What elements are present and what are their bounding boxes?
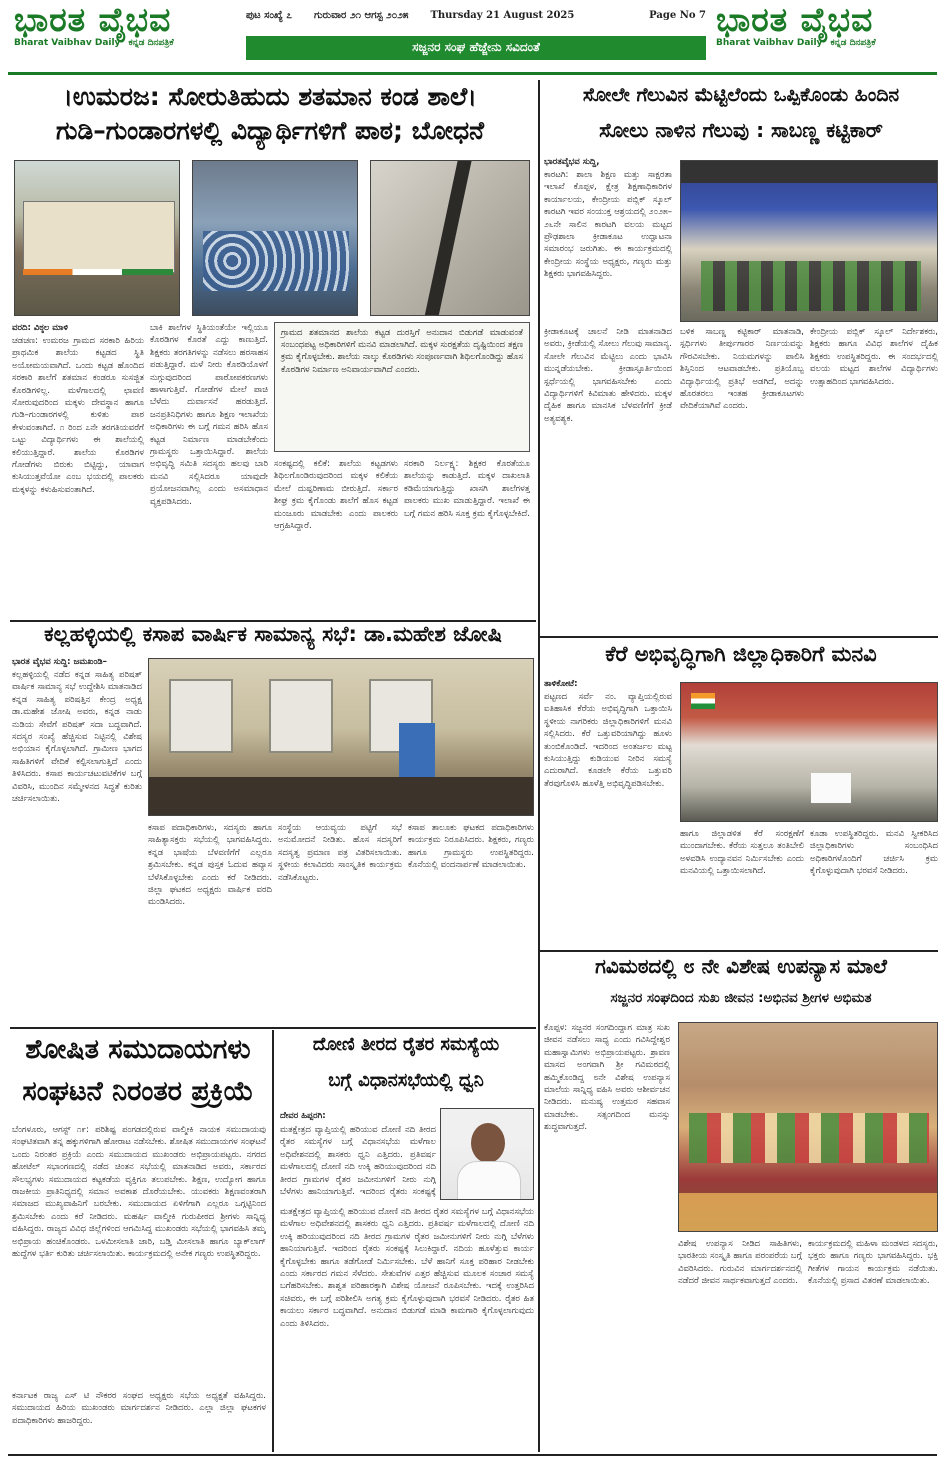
divider-a3-bottom	[10, 1027, 536, 1029]
article-2-body-col1: ಕಾರಟಗಿ: ಶಾಲಾ ಶಿಕ್ಷಣ ಮತ್ತು ಸಾಕ್ಷರತಾ ಇಲಾಖೆ ಕೊಪ್ಪಳ, ಕ್ಷೇತ್ರ ಶಿಕ್ಷಣಾಧಿಕಾರಿಗಳ ಕಾರ್ಯಾಲಯ, ಕೇಂದ್ರೀಯ ಪಬ್ಲಿಕ್ ಸ್ಕೂಲ್ ಕಾರಟಗಿ ಇವರ ಸಂಯುಕ್ತ ಆಶ್ರಯದಲ್ಲಿ ೨೦೨೫–೨೬ನೇ ಸಾಲಿನ ಕಾರಟಗಿ ವಲಯ ಮಟ್ಟದ ಪ್ರೌಢಶಾಲಾ ಕ್ರೀಡಾಕೂಟ ಉದ್ಘಾಟನಾ ಸಮಾರಂಭ ಜರುಗಿತು. ಈ ಕಾರ್ಯಕ್ರಮದಲ್ಲಿ ಕೇಂದ್ರೀಯ ಸಂಸ್ಥೆಯ ಅಧ್ಯಕ್ಷರು, ಗಣ್ಯರು ಮತ್ತು ಶಿಕ್ಷಕರು ಭಾಗವಹಿಸಿದ್ದರು.	[544, 170, 672, 280]
article-7-body-continued-text: ಮತಕ್ಷೇತ್ರದ ವ್ಯಾಪ್ತಿಯಲ್ಲಿ ಹರಿಯುವ ದೋಣಿ ನದಿ ತೀರದ ರೈತರ ಸಮಸ್ಯೆಗಳ ಬಗ್ಗೆ ವಿಧಾನಸಭೆಯ ಮಳೆಗಾಲ ಅಧಿವೇಶನದಲ್ಲಿ ಶಾಸಕರು ಧ್ವನಿ ಎತ್ತಿದರು. ಪ್ರತಿವರ್ಷ ಮಳೆಗಾಲದಲ್ಲಿ ದೋಣಿ ನದಿ ಉಕ್ಕಿ ಹರಿಯುವುದರಿಂದ ನದಿ ತೀರದ ಗ್ರಾಮಗಳ ರೈತರ ಜಮೀನುಗಳಿಗೆ ನೀರು ನುಗ್ಗಿ ಬೆಳೆಗಳು ಹಾನಿಯಾಗುತ್ತಿವೆ. ಇದರಿಂದ ರೈತರು ಸಂಕಷ್ಟಕ್ಕೆ ಸಿಲುಕಿದ್ದಾರೆ. ನದಿಯ ಹೂಳೆತ್ತುವ ಕಾರ್ಯ ಕೈಗೊಳ್ಳಬೇಕು ಹಾಗೂ ತಡೆಗೋಡೆ ನಿರ್ಮಿಸಬೇಕು. ಬೆಳೆ ಹಾನಿಗೆ ಸೂಕ್ತ ಪರಿಹಾರ ನೀಡಬೇಕು ಎಂದು ಸರ್ಕಾರದ ಗಮನ ಸೆಳೆದರು. ಸೇತುವೆಗಳ ಎತ್ತರ ಹೆಚ್ಚಿಸುವ ಮೂಲಕ ಸಂಚಾರ ಸಮಸ್ಯೆ ಬಗೆಹರಿಸಬೇಕು. ಶಾಶ್ವತ ಪರಿಹಾರಕ್ಕಾಗಿ ವಿಶೇಷ ಯೋಜನೆ ರೂಪಿಸಬೇಕು. ಇದಕ್ಕೆ ಉತ್ತರಿಸಿದ ಸಚಿವರು, ಈ ಬಗ್ಗೆ ಪರಿಶೀಲಿಸಿ ಅಗತ್ಯ ಕ್ರಮ ಕೈಗೊಳ್ಳುವುದಾಗಿ ಭರವಸೆ ನೀಡಿದರು. ರೈತರ ಹಿತ ಕಾಯಲು ಸರ್ಕಾರ ಬದ್ಧವಾಗಿದೆ. ಅನುದಾನ ಬಿಡುಗಡೆ ಮಾಡಿ ಕಾಮಗಾರಿ ಕೈಗೊಳ್ಳಲಾಗುವುದು ಎಂದು ತಿಳಿಸಿದರು.	[280, 1207, 534, 1329]
article-2-headline-line1: ಸೋಲೇ ಗೆಲುವಿನ ಮೆಟ್ಟಿಲೆಂದು ಒಪ್ಪಿಕೊಂಡು ಹಿಂದಿನ	[582, 84, 900, 106]
article-1-photo-school-building	[14, 160, 180, 316]
column-divider-bottom	[272, 1030, 274, 1452]
article-6-body-tail: ಕರ್ನಾಟಕ ರಾಜ್ಯ ಎಸ್ ಟಿ ನೌಕರರ ಸಂಘದ ಅಧ್ಯಕ್ಷರು ಸಭೆಯ ಅಧ್ಯಕ್ಷತೆ ವಹಿಸಿದ್ದರು. ಸಮುದಾಯದ ಹಿರಿಯ ಮುಖಂಡರು ಮಾರ್ಗದರ್ಶನ ನೀಡಿದರು. ಎಲ್ಲಾ ಜಿಲ್ಲಾ ಘಟಕಗಳ ಪದಾಧಿಕಾರಿಗಳು ಹಾಜರಿದ್ದರು.	[12, 1391, 266, 1426]
article-1-pullquote: ಗ್ರಾಮದ ಶತಮಾನದ ಶಾಲೆಯ ಕಟ್ಟಡ ದುರಸ್ತಿಗೆ ಅನುದಾನ ಬಿಡುಗಡೆ ಮಾಡುವಂತೆ ಸಂಬಂಧಪಟ್ಟ ಅಧಿಕಾರಿಗಳಿಗೆ ಮನವಿ ಮಾಡಲಾಗಿದೆ. ಮಕ್ಕಳ ಸುರಕ್ಷತೆಯ ದೃಷ್ಟಿಯಿಂದ ತಕ್ಷಣ ಕ್ರಮ ಕೈಗೊಳ್ಳಬೇಕು. ಶಾಲೆಯ ನಾಲ್ಕು ಕೊಠಡಿಗಳು ಸಂಪೂರ್ಣವಾಗಿ ಶಿಥಿಲಗೊಂಡಿದ್ದು ಹೊಸ ಕೊಠಡಿಗಳ ನಿರ್ಮಾಣ ಅನಿವಾರ್ಯವಾಗಿದೆ ಎಂದರು.	[274, 322, 530, 452]
article-1-headline-line1: ।ಉಮರಜ: ಸೋರುತಿಹುದು ಶತಮಾನ ಕಂಡ ಶಾಲೆ।	[63, 82, 477, 111]
article-4-body-col3: ಕೂಡಾ ಉಪಸ್ಥಿತರಿದ್ದರು. ಮನವಿ ಸ್ವೀಕರಿಸಿದ ಜಿಲ್ಲಾಧಿಕಾರಿಗಳು ಸಂಬಂಧಿಸಿದ ಅಧಿಕಾರಿಗಳೊಂದಿಗೆ ಚರ್ಚಿಸಿ ಕ್ರಮ ಕೈಗೊಳ್ಳುವುದಾಗಿ ಭರವಸೆ ನೀಡಿದರು.	[810, 829, 938, 877]
article-1-body-col2: ಬಾಕಿ ಶಾಲೆಗಳ ಸ್ಥಿತಿಯಂತೆಯೇ ಇಲ್ಲಿಯೂ ಕೊಠಡಿಗಳ ಕೊರತೆ ಎದ್ದು ಕಾಣುತ್ತಿದೆ. ಶಿಕ್ಷಕರು ತರಗತಿಗಳನ್ನು ನಡೆಸಲು ಹರಸಾಹಸ ಪಡುತ್ತಿದ್ದಾರೆ. ಮಳೆ ನೀರು ಕೊಠಡಿಯೊಳಗೆ ನುಗ್ಗುವುದರಿಂದ ಪಾಠೋಪಕರಣಗಳು ಹಾಳಾಗುತ್ತಿವೆ. ಗೋಡೆಗಳ ಮೇಲೆ ಪಾಚಿ ಬೆಳೆದು ದುರ್ವಾಸನೆ ಹರಡುತ್ತಿದೆ. ಜನಪ್ರತಿನಿಧಿಗಳು ಹಾಗೂ ಶಿಕ್ಷಣ ಇಲಾಖೆಯ ಅಧಿಕಾರಿಗಳು ಈ ಬಗ್ಗೆ ಗಮನ ಹರಿಸಿ ಹೊಸ ಕಟ್ಟಡ ನಿರ್ಮಾಣ ಮಾಡಬೇಕೆಂದು ಗ್ರಾಮಸ್ಥರು ಒತ್ತಾಯಿಸಿದ್ದಾರೆ. ಶಾಲೆಯ ಅಭಿವೃದ್ಧಿ ಸಮಿತಿ ಸದಸ್ಯರು ಹಲವು ಬಾರಿ ಮನವಿ ಸಲ್ಲಿಸಿದರೂ ಯಾವುದೇ ಪ್ರಯೋಜನವಾಗಿಲ್ಲ ಎಂದು ಅಸಮಾಧಾನ ವ್ಯಕ್ತಪಡಿಸಿದರು.	[150, 323, 268, 507]
article-2-dateline: ಭಾರತವೈಭವ ಸುದ್ದಿ,	[544, 157, 600, 167]
masthead-right	[716, 2, 938, 66]
masthead-title-right: ಭಾರತ ವೈಭವ	[716, 2, 874, 39]
divider-a4-a5	[540, 950, 938, 952]
column-divider-right-2	[538, 640, 540, 1452]
article-3-body-col1: ಕಲ್ಲಹಳ್ಳಿಯಲ್ಲಿ ನಡೆದ ಕನ್ನಡ ಸಾಹಿತ್ಯ ಪರಿಷತ್ ವಾರ್ಷಿಕ ಸಾಮಾನ್ಯ ಸಭೆ ಉದ್ದೇಶಿಸಿ ಮಾತನಾಡಿದ ಕನ್ನಡ ಸಾಹಿತ್ಯ ಪರಿಷತ್ತಿನ ಕೇಂದ್ರ ಅಧ್ಯಕ್ಷ ಡಾ.ಮಹೇಶ ಜೋಷಿ ಅವರು, ಕನ್ನಡ ನಾಡು ನುಡಿಯ ಸೇವೆಗೆ ಪರಿಷತ್ ಸದಾ ಬದ್ಧವಾಗಿದೆ. ಸದಸ್ಯರ ಸಂಖ್ಯೆ ಹೆಚ್ಚಿಸುವ ನಿಟ್ಟಿನಲ್ಲಿ ವಿಶೇಷ ಅಭಿಯಾನ ಕೈಗೊಳ್ಳಲಾಗಿದೆ. ಗ್ರಾಮೀಣ ಭಾಗದ ಸಾಹಿತಿಗಳಿಗೆ ವೇದಿಕೆ ಕಲ್ಪಿಸಲಾಗುತ್ತಿದೆ ಎಂದು ತಿಳಿಸಿದರು. ಕಸಾಪ ಕಾರ್ಯಚಟುವಟಿಕೆಗಳ ಬಗ್ಗೆ ವಿವರಿಸಿ, ಮುಂದಿನ ಸಮ್ಮೇಳನದ ಸಿದ್ಧತೆ ಕುರಿತು ಚರ್ಚಿಸಲಾಯಿತು.	[12, 670, 142, 805]
article-1-body-col1: ಚಡಚಣ: ಉಮರಜ ಗ್ರಾಮದ ಸರಕಾರಿ ಹಿರಿಯ ಪ್ರಾಥಮಿಕ ಶಾಲೆಯ ಕಟ್ಟಡದ ಸ್ಥಿತಿ ಅಯೋಮಯವಾಗಿದೆ. ಒಂದು ಕಟ್ಟಡ ಹೊಂದಿದ ಸರಕಾರಿ ಶಾಲೆಗೆ ಶತಮಾನ ಕಂಡರೂ ಸುಸಜ್ಜಿತ ಕೊಠಡಿಗಳಿಲ್ಲ. ಮಳೆಗಾಲದಲ್ಲಿ ಛಾವಣಿ ಸೋರುವುದರಿಂದ ಮಕ್ಕಳು ದೇವಸ್ಥಾನ ಹಾಗೂ ಗುಡಿ–ಗುಂಡಾರಗಳಲ್ಲಿ ಕುಳಿತು ಪಾಠ ಕೇಳುವಂತಾಗಿದೆ. ೧ ರಿಂದ ೭ನೇ ತರಗತಿಯವರೆಗೆ ಒಟ್ಟು ವಿದ್ಯಾರ್ಥಿಗಳು ಈ ಶಾಲೆಯಲ್ಲಿ ಕಲಿಯುತ್ತಿದ್ದಾರೆ. ಶಾಲೆಯ ಕೊಠಡಿಗಳ ಗೋಡೆಗಳು ಬಿರುಕು ಬಿಟ್ಟಿದ್ದು, ಯಾವಾಗ ಕುಸಿಯುತ್ತವೆಯೋ ಎಂಬ ಭಯದಲ್ಲಿ ಪಾಲಕರು ಮಕ್ಕಳನ್ನು ಕಳುಹಿಸುವಂತಾಗಿದೆ.	[12, 336, 144, 495]
article-4-photo-memorandum	[680, 682, 938, 822]
page-number: Page No 7	[649, 9, 706, 21]
article-4-body-col2: ಹಾಗೂ ಜಿಲ್ಲಾಡಳಿತ ಕೆರೆ ಸಂರಕ್ಷಣೆಗೆ ಮುಂದಾಗಬೇಕು. ಕೆರೆಯ ಸುತ್ತಲೂ ತಂತಿಬೇಲಿ ಅಳವಡಿಸಿ ಉದ್ಯಾನವನ ನಿರ್ಮಿಸಬೇಕು ಎಂದು ಮನವಿಯಲ್ಲಿ ಒತ್ತಾಯಿಸಲಾಗಿದೆ.	[680, 829, 804, 877]
article-6-headline-line2: ಸಂಘಟನೆ ನಿರಂತರ ಪ್ರಕ್ರಿಯೆ	[22, 1076, 254, 1107]
article-3-dateline: ಭಾರತ ವೈಭವ ಸುದ್ದಿ: ಜಮಖಂಡಿ–	[12, 657, 107, 667]
article-5-body-col1: ಕೊಪ್ಪಳ: ಸಜ್ಜನರ ಸಂಗದಿಂದ್ದಾಗ ಮಾತ್ರ ಸುಖ ಜೀವನ ನಡೆಸಲು ಸಾಧ್ಯ ಎಂದು ಗವಿಸಿದ್ದೇಶ್ವರ ಮಹಾಸ್ವಾಮಿಗಳು ಅಭಿಪ್ರಾಯಪಟ್ಟರು. ಶ್ರಾವಣ ಮಾಸದ ಅಂಗವಾಗಿ ಶ್ರೀ ಗವಿಮಠದಲ್ಲಿ ಹಮ್ಮಿಕೊಂಡಿದ್ದ ೮ನೇ ವಿಶೇಷ ಉಪನ್ಯಾಸ ಮಾಲೆಯ ಸಾನ್ನಿಧ್ಯ ವಹಿಸಿ ಅವರು ಆಶೀರ್ವಚನ ನೀಡಿದರು. ಮನುಷ್ಯ ಉತ್ತಮರ ಸಹವಾಸ ಮಾಡಬೇಕು. ಸತ್ಸಂಗದಿಂದ ಮನಸ್ಸು ಶುದ್ಧವಾಗುತ್ತದೆ.	[544, 1023, 670, 1133]
header-banner: ಸಜ್ಜನರ ಸಂಘ ಹೆಜ್ಜೇನು ಸವಿದಂತೆ	[246, 36, 706, 60]
article-3-body-col3: ಸಂಸ್ಥೆಯ ಆಯವ್ಯಯ ಪಟ್ಟಿಗೆ ಸಭೆ ಅನುಮೋದನೆ ನೀಡಿತು. ಹೊಸ ಸದಸ್ಯರಿಗೆ ಸದಸ್ಯತ್ವ ಪ್ರಮಾಣ ಪತ್ರ ವಿತರಿಸಲಾಯಿತು. ಸ್ಥಳೀಯ ಕಲಾವಿದರು ಸಾಂಸ್ಕೃತಿಕ ಕಾರ್ಯಕ್ರಮ ನಡೆಸಿಕೊಟ್ಟರು.	[278, 823, 402, 883]
article-3-headline: ಕಲ್ಲಹಳ್ಳಿಯಲ್ಲಿ ಕಸಾಪ ವಾರ್ಷಿಕ ಸಾಮಾನ್ಯ ಸಭೆ: ಡಾ.ಮಹೇಶ ಜೋಷಿ	[44, 622, 502, 646]
article-2-body-col1b: ಕ್ರೀಡಾಕೂಟಕ್ಕೆ ಚಾಲನೆ ನೀಡಿ ಮಾತನಾಡಿದ ಅವರು, ಕ್ರೀಡೆಯಲ್ಲಿ ಸೋಲು ಗೆಲುವು ಸಾಮಾನ್ಯ. ಸೋಲೇ ಗೆಲುವಿನ ಮೆಟ್ಟಿಲು ಎಂದು ಭಾವಿಸಿ ಮುನ್ನಡೆಯಬೇಕು. ಕ್ರೀಡಾಸ್ಫೂರ್ತಿಯಿಂದ ಸ್ಪರ್ಧೆಯಲ್ಲಿ ಭಾಗವಹಿಸಬೇಕು ಎಂದು ವಿದ್ಯಾರ್ಥಿಗಳಿಗೆ ಕಿವಿಮಾತು ಹೇಳಿದರು. ಮಕ್ಕಳ ದೈಹಿಕ ಹಾಗೂ ಮಾನಸಿಕ ಬೆಳವಣಿಗೆಗೆ ಕ್ರೀಡೆ ಅತ್ಯವಶ್ಯಕ.	[544, 327, 672, 424]
article-3-body-col4: ಕಸಾಪ ತಾಲೂಕು ಘಟಕದ ಪದಾಧಿಕಾರಿಗಳು ಕಾರ್ಯಕ್ರಮ ನಿರೂಪಿಸಿದರು. ಶಿಕ್ಷಕರು, ಗಣ್ಯರು ಹಾಗೂ ಗ್ರಾಮಸ್ಥರು ಉಪಸ್ಥಿತರಿದ್ದರು. ಕೊನೆಯಲ್ಲಿ ವಂದನಾರ್ಪಣೆ ಮಾಡಲಾಯಿತು.	[408, 823, 534, 871]
article-6-headline-line1: ಶೋಷಿತ ಸಮುದಾಯಗಳು	[25, 1034, 251, 1065]
article-1-body-col3: ಸಂಕಷ್ಟದಲ್ಲಿ ಕಲಿಕೆ: ಶಾಲೆಯ ಕಟ್ಟಡಗಳು ಶಿಥಿಲಗೊಂಡಿರುವುದರಿಂದ ಮಕ್ಕಳ ಕಲಿಕೆಯ ಮೇಲೆ ದುಷ್ಪರಿಣಾಮ ಬೀರುತ್ತಿದೆ. ಸರ್ಕಾರ ಶೀಘ್ರ ಕ್ರಮ ಕೈಗೊಂಡು ಶಾಲೆಗೆ ಹೊಸ ಕಟ್ಟಡ ಮಂಜೂರು ಮಾಡಬೇಕು ಎಂದು ಪಾಲಕರು ಆಗ್ರಹಿಸಿದ್ದಾರೆ.	[274, 459, 398, 532]
article-5-body-col3: ಕಾರ್ಯಕ್ರಮದಲ್ಲಿ ಮಹಿಳಾ ಮಂಡಳದ ಸದಸ್ಯರು, ಭಕ್ತರು ಹಾಗೂ ಗಣ್ಯರು ಭಾಗವಹಿಸಿದ್ದರು. ಭಕ್ತಿ ಗೀತೆಗಳ ಗಾಯನ ಕಾರ್ಯಕ್ರಮ ನಡೆಯಿತು. ಕೊನೆಯಲ್ಲಿ ಪ್ರಸಾದ ವಿತರಣೆ ಮಾಡಲಾಯಿತು.	[808, 1239, 938, 1287]
issue-number: ಪುಟ ಸಂಖ್ಯೆ ೭	[246, 9, 293, 21]
article-7-body-continued	[280, 1206, 534, 1452]
column-divider-right	[538, 80, 540, 640]
article-2-photo-event-stage	[680, 160, 938, 322]
article-4-body-col1: ಪಟ್ಟಣದ ಸರ್ವೆ ನಂ. ವ್ಯಾಪ್ತಿಯಲ್ಲಿರುವ ಐತಿಹಾಸಿಕ ಕೆರೆಯ ಅಭಿವೃದ್ಧಿಗಾಗಿ ಒತ್ತಾಯಿಸಿ ಸ್ಥಳೀಯ ನಾಗರಿಕರು ಜಿಲ್ಲಾಧಿಕಾರಿಗಳಿಗೆ ಮನವಿ ಸಲ್ಲಿಸಿದರು. ಕೆರೆ ಒತ್ತುವರಿಯಾಗಿದ್ದು ಹೂಳು ತುಂಬಿಕೊಂಡಿದೆ. ಇದರಿಂದ ಅಂತರ್ಜಲ ಮಟ್ಟ ಕುಸಿಯುತ್ತಿದ್ದು ಕುಡಿಯುವ ನೀರಿನ ಸಮಸ್ಯೆ ಎದುರಾಗಿದೆ. ಕೂಡಲೇ ಕೆರೆಯ ಒತ್ತುವರಿ ತೆರವುಗೊಳಿಸಿ ಹೂಳೆತ್ತಿ ಅಭಿವೃದ್ಧಿಪಡಿಸಬೇಕು.	[544, 692, 672, 789]
article-7-headline-line2: ಬಗ್ಗೆ ವಿಧಾನಸಭೆಯಲ್ಲಿ ಧ್ವನಿ	[328, 1070, 484, 1091]
article-2-body-col2: ಬಳಿಕ ಸಾಬಣ್ಣ ಕಟ್ಟಿಕಾರ್ ಮಾತನಾಡಿ, ಸ್ಪರ್ಧಿಗಳು ತೀರ್ಪುಗಾರರ ನಿರ್ಣಯವನ್ನು ಗೌರವಿಸಬೇಕು. ನಿಯಮಗಳನ್ನು ಪಾಲಿಸಿ ಶಿಸ್ತಿನಿಂದ ಆಟವಾಡಬೇಕು. ಪ್ರತಿಯೊಬ್ಬ ವಿದ್ಯಾರ್ಥಿಯಲ್ಲಿ ಪ್ರತಿಭೆ ಅಡಗಿದೆ, ಅದನ್ನು ಹೊರತರಲು ಇಂತಹ ಕ್ರೀಡಾಕೂಟಗಳು ವೇದಿಕೆಯಾಗಿವೆ ಎಂದರು.	[680, 327, 804, 412]
article-2-headline-line2: ಸೋಲು ನಾಳಿನ ಗೆಲುವು : ಸಾಬಣ್ಣ ಕಟ್ಟಿಕಾರ್	[599, 118, 883, 142]
masthead-subtitle-kn-right: ಕನ್ನಡ ದಿನಪತ್ರಿಕೆ	[830, 38, 876, 48]
article-1-photo-damaged-wall	[370, 160, 530, 316]
date-english: Thursday 21 August 2025	[430, 9, 575, 21]
article-5-headline-line1: ಗವಿಮಠದಲ್ಲಿ ೮ ನೇ ವಿಶೇಷ ಉಪನ್ಯಾಸ ಮಾಲೆ	[595, 954, 887, 978]
article-7-headline-line1: ದೋಣಿ ತೀರದ ರೈತರ ಸಮಸ್ಯೆಯ	[312, 1034, 500, 1055]
article-5-photo-lecture	[678, 1022, 938, 1232]
article-4-dateline: ತಾಳಿಕೋಟೆ:	[544, 679, 578, 689]
masthead-subtitle-kn: ಕನ್ನಡ ದಿನಪತ್ರಿಕೆ	[128, 38, 174, 48]
divider-a2-a4	[540, 636, 938, 638]
article-7-dateline: ದೇವರ ಹಿಪ್ಪರಗಿ:	[280, 1111, 326, 1121]
masthead-rule	[8, 72, 937, 75]
article-1-dateline: ವರದಿ: ವಿಠ್ಠಲ ಮಾಳಿ	[12, 323, 68, 333]
masthead-meta	[246, 4, 706, 26]
article-7-photo-mla	[440, 1108, 534, 1200]
article-1-body-col4: ಸರಕಾರಿ ನಿರ್ಲಕ್ಷ್ಯ: ಶಿಕ್ಷಕರ ಕೊರತೆಯೂ ಶಾಲೆಯನ್ನು ಕಾಡುತ್ತಿದೆ. ಮಕ್ಕಳ ದಾಖಲಾತಿ ಕಡಿಮೆಯಾಗುತ್ತಿದ್ದು ಖಾಸಗಿ ಶಾಲೆಗಳತ್ತ ಪಾಲಕರು ಮುಖ ಮಾಡುತ್ತಿದ್ದಾರೆ. ಇಲಾಖೆ ಈ ಬಗ್ಗೆ ಗಮನ ಹರಿಸಿ ಸೂಕ್ತ ಕ್ರಮ ಕೈಗೊಳ್ಳಬೇಕಿದೆ.	[404, 459, 530, 519]
article-7-body: ಮತಕ್ಷೇತ್ರದ ವ್ಯಾಪ್ತಿಯಲ್ಲಿ ಹರಿಯುವ ದೋಣಿ ನದಿ ತೀರದ ರೈತರ ಸಮಸ್ಯೆಗಳ ಬಗ್ಗೆ ವಿಧಾನಸಭೆಯ ಮಳೆಗಾಲ ಅಧಿವೇಶನದಲ್ಲಿ ಶಾಸಕರು ಧ್ವನಿ ಎತ್ತಿದರು. ಪ್ರತಿವರ್ಷ ಮಳೆಗಾಲದಲ್ಲಿ ದೋಣಿ ನದಿ ಉಕ್ಕಿ ಹರಿಯುವುದರಿಂದ ನದಿ ತೀರದ ಗ್ರಾಮಗಳ ರೈತರ ಜಮೀನುಗಳಿಗೆ ನೀರು ನುಗ್ಗಿ ಬೆಳೆಗಳು ಹಾನಿಯಾಗುತ್ತಿವೆ. ಇದರಿಂದ ರೈತರು ಸಂಕಷ್ಟಕ್ಕೆ	[280, 1125, 436, 1198]
article-1-photo-classroom	[192, 160, 358, 316]
date-kannada: ಗುರುವಾರ ೨೧ ಆಗಸ್ಟ ೨೦೨೫	[314, 9, 409, 21]
article-2-body-col3: ಕೇಂದ್ರೀಯ ಪಬ್ಲಿಕ್ ಸ್ಕೂಲ್ ನಿರ್ದೇಶಕರು, ಶಿಕ್ಷಕರು ಹಾಗೂ ವಿವಿಧ ಶಾಲೆಗಳ ದೈಹಿಕ ಶಿಕ್ಷಕರು ಉಪಸ್ಥಿತರಿದ್ದರು. ಈ ಸಂದರ್ಭದಲ್ಲಿ ವಲಯ ಮಟ್ಟದ ಶಾಲೆಗಳ ವಿದ್ಯಾರ್ಥಿಗಳು ಉತ್ಸಾಹದಿಂದ ಭಾಗವಹಿಸಿದರು.	[810, 327, 938, 387]
masthead-title: ಭಾರತ ವೈಭವ	[14, 2, 172, 39]
masthead-left	[14, 2, 236, 66]
article-3-body-col2: ಕಸಾಪ ಪದಾಧಿಕಾರಿಗಳು, ಸದಸ್ಯರು ಹಾಗೂ ಸಾಹಿತ್ಯಾಸಕ್ತರು ಸಭೆಯಲ್ಲಿ ಭಾಗವಹಿಸಿದ್ದರು. ಕನ್ನಡ ಭಾಷೆಯ ಬೆಳವಣಿಗೆಗೆ ಎಲ್ಲರೂ ಶ್ರಮಿಸಬೇಕು. ಕನ್ನಡ ಪುಸ್ತಕ ಓದುವ ಹವ್ಯಾಸ ಬೆಳೆಸಿಕೊಳ್ಳಬೇಕು ಎಂದು ಕರೆ ನೀಡಿದರು. ಜಿಲ್ಲಾ ಘಟಕದ ಅಧ್ಯಕ್ಷರು ವಾರ್ಷಿಕ ವರದಿ ಮಂಡಿಸಿದರು.	[148, 823, 272, 908]
masthead-subtitle-en: Bharat Vaibhav Daily	[14, 38, 121, 48]
article-5-body-col2: ವಿಶೇಷ ಉಪನ್ಯಾಸ ನೀಡಿದ ಸಾಹಿತಿಗಳು, ಭಾರತೀಯ ಸಂಸ್ಕೃತಿ ಹಾಗೂ ಪರಂಪರೆಯ ಬಗ್ಗೆ ವಿವರಿಸಿದರು. ಗುರುವಿನ ಮಾರ್ಗದರ್ಶನದಲ್ಲಿ ನಡೆದರೆ ಜೀವನ ಸಾರ್ಥಕವಾಗುತ್ತದೆ ಎಂದರು.	[678, 1239, 802, 1287]
article-4-headline: ಕೆರೆ ಅಭಿವೃದ್ಧಿಗಾಗಿ ಜಿಲ್ಲಾಧಿಕಾರಿಗೆ ಮನವಿ	[605, 642, 877, 666]
article-1-headline-line2: ಗುಡಿ–ಗುಂಡಾರಗಳಲ್ಲಿ ವಿದ್ಯಾರ್ಥಿಗಳಿಗೆ ಪಾಠ; ಬೋಧನೆ	[55, 116, 485, 145]
article-3-photo-meeting	[148, 658, 534, 816]
page-bottom-rule	[8, 1454, 937, 1456]
article-6-body: ಬೆಂಗಳೂರು, ಆಗಸ್ಟ್ ೧೯: ಪರಿಶಿಷ್ಟ ಪಂಗಡದಲ್ಲಿರುವ ವಾಲ್ಮೀಕಿ ನಾಯಕ ಸಮುದಾಯವು ಸಂಘಟಿತವಾಗಿ ತನ್ನ ಹಕ್ಕುಗಳಿಗಾಗಿ ಹೋರಾಟ ನಡೆಸಬೇಕು. ಶೋಷಿತ ಸಮುದಾಯಗಳ ಸಂಘಟನೆ ಒಂದು ನಿರಂತರ ಪ್ರಕ್ರಿಯೆ ಎಂದು ಸಮುದಾಯದ ಮುಖಂಡರು ಅಭಿಪ್ರಾಯಪಟ್ಟರು. ನಗರದ ಹೋಟೆಲ್ ಸಭಾಂಗಣದಲ್ಲಿ ನಡೆದ ಚಿಂತನ ಸಭೆಯಲ್ಲಿ ಮಾತನಾಡಿದ ಅವರು, ಸರ್ಕಾರದ ಸೌಲಭ್ಯಗಳು ಸಮುದಾಯದ ಕಟ್ಟಕಡೆಯ ವ್ಯಕ್ತಿಗೂ ತಲುಪಬೇಕು. ಶಿಕ್ಷಣ, ಉದ್ಯೋಗ ಹಾಗೂ ರಾಜಕೀಯ ಪ್ರಾತಿನಿಧ್ಯದಲ್ಲಿ ಸಮಾನ ಅವಕಾಶ ದೊರೆಯಬೇಕು. ಯುವಕರು ಶಿಕ್ಷಣವಂತರಾಗಿ ಸಮಾಜದ ಮುಖ್ಯವಾಹಿನಿಗೆ ಬರಬೇಕು. ಸಮುದಾಯದ ಏಳಿಗೆಗಾಗಿ ಎಲ್ಲರೂ ಒಗ್ಗಟ್ಟಿನಿಂದ ಶ್ರಮಿಸಬೇಕು ಎಂದು ಕರೆ ನೀಡಿದರು. ಮಹರ್ಷಿ ವಾಲ್ಮೀಕಿ ಗುರುಪೀಠದ ಶ್ರೀಗಳು ಸಾನ್ನಿಧ್ಯ ವಹಿಸಿದ್ದರು. ರಾಜ್ಯದ ವಿವಿಧ ಜಿಲ್ಲೆಗಳಿಂದ ಆಗಮಿಸಿದ್ದ ಮುಖಂಡರು ಸಭೆಯಲ್ಲಿ ಭಾಗವಹಿಸಿ ತಮ್ಮ ಅಭಿಪ್ರಾಯ ಹಂಚಿಕೊಂಡರು. ಒಳಮೀಸಲಾತಿ ಜಾರಿ, ಬಡ್ತಿ ಮೀಸಲಾತಿ ಹಾಗೂ ಬ್ಯಾಕ್‌ಲಾಗ್ ಹುದ್ದೆಗಳ ಭರ್ತಿ ಕುರಿತು ಚರ್ಚಿಸಲಾಯಿತು. ಕಾರ್ಯಕ್ರಮದಲ್ಲಿ ಅನೇಕ ಗಣ್ಯರು ಉಪಸ್ಥಿತರಿದ್ದರು.	[12, 1125, 266, 1260]
masthead-subtitle-en-right: Bharat Vaibhav Daily	[716, 38, 823, 48]
article-5-headline-line2: ಸಜ್ಜನರ ಸಂಘದಿಂದ ಸುಖ ಜೀವನ :ಅಭಿನವ ಶ್ರೀಗಳ ಅಭಿಮತ	[610, 990, 872, 1006]
